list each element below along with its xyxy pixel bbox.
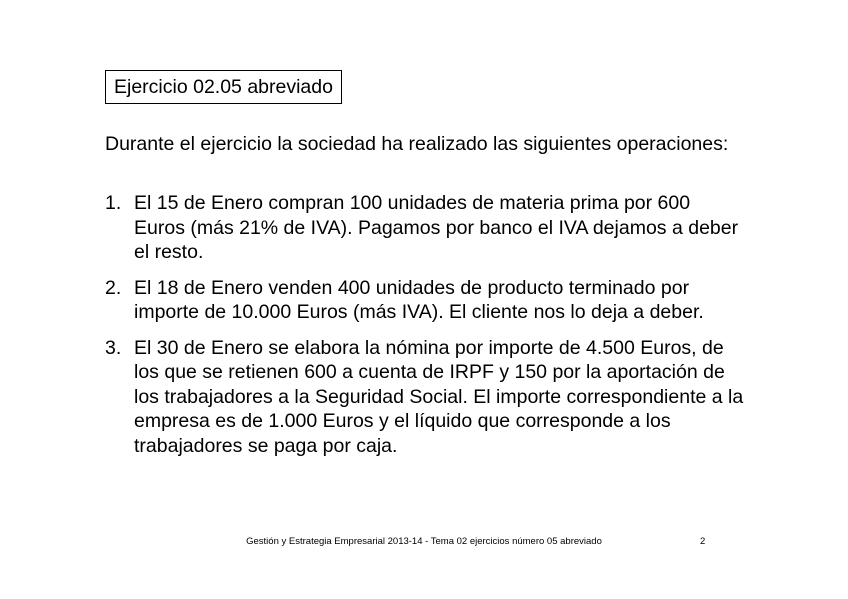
exercise-title: Ejercicio 02.05 abreviado: [105, 70, 342, 104]
operation-item-2: [105, 276, 745, 325]
operation-text: El 30 de Enero se elabora la nómina por importe de 4.500 Euros, de los que se retienen 600 a cuenta de IRPF y 150 por la aportación de los trabajadores a la Seguridad Social. El importe correspondiente a la empresa es de 1.000 Euros y el líquido que corresponde a los trabajadores se paga por caja.: [134, 336, 744, 457]
operation-text: El 15 de Enero compran 100 unidades de materia prima por 600 Euros (más 21% de IVA). Pagamos por banco el IVA dejamos a deber el resto.: [134, 192, 739, 263]
operation-number: 2.: [105, 276, 122, 299]
footer-text: Gestión y Estrategia Empresarial 2013-14 - Tema 02 ejercicios número 05 abreviado: [246, 536, 602, 547]
page-number: 2: [700, 536, 706, 547]
operation-item-3: [105, 336, 745, 459]
operation-item-1: [105, 191, 745, 265]
operation-text: El 18 de Enero venden 400 unidades de producto terminado por importe de 10.000 Euros (más IVA). El cliente nos lo deja a deber.: [134, 276, 704, 323]
operations-list: [105, 191, 745, 469]
operation-number: 3.: [105, 336, 122, 359]
operation-number: 1.: [105, 192, 122, 214]
intro-paragraph: Durante el ejercicio la sociedad ha realizado las siguientes operaciones:: [105, 133, 729, 155]
